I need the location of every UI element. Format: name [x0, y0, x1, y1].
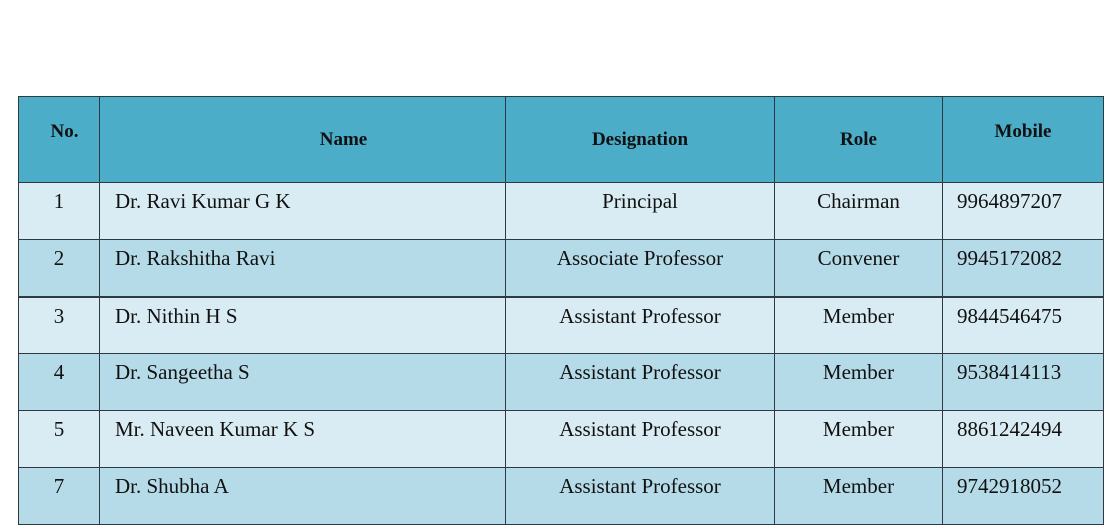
cell-mobile: 9742918052 [943, 468, 1104, 525]
cell-role: Member [775, 468, 943, 525]
cell-role: Member [775, 411, 943, 468]
cell-no: 7 [19, 468, 100, 525]
table-row [19, 240, 1104, 297]
cell-role: Member [775, 297, 943, 354]
cell-designation: Associate Professor [506, 240, 775, 297]
header-role: Role [775, 97, 943, 183]
cell-mobile: 8861242494 [943, 411, 1104, 468]
header-name: Name [100, 97, 506, 183]
header-mobile: Mobile [943, 97, 1104, 183]
cell-mobile: 9964897207 [943, 183, 1104, 240]
table-row [19, 411, 1104, 468]
cell-no: 3 [19, 297, 100, 354]
cell-designation: Assistant Professor [506, 297, 775, 354]
table-row [19, 468, 1104, 525]
table-header-row [19, 97, 1104, 183]
cell-name: Dr. Sangeetha S [100, 354, 506, 411]
cell-no: 5 [19, 411, 100, 468]
header-designation: Designation [506, 97, 775, 183]
cell-role: Chairman [775, 183, 943, 240]
table-row [19, 354, 1104, 411]
cell-no: 4 [19, 354, 100, 411]
cell-designation: Assistant Professor [506, 468, 775, 525]
table-row [19, 297, 1104, 354]
cell-name: Dr. Nithin H S [100, 297, 506, 354]
table-row [19, 183, 1104, 240]
cell-name: Dr. Rakshitha Ravi [100, 240, 506, 297]
committee-table [18, 96, 1104, 525]
cell-role: Convener [775, 240, 943, 297]
cell-name: Dr. Shubha A [100, 468, 506, 525]
cell-name: Mr. Naveen Kumar K S [100, 411, 506, 468]
cell-no: 1 [19, 183, 100, 240]
cell-no: 2 [19, 240, 100, 297]
cell-designation: Principal [506, 183, 775, 240]
cell-designation: Assistant Professor [506, 411, 775, 468]
cell-name: Dr. Ravi Kumar G K [100, 183, 506, 240]
cell-mobile: 9945172082 [943, 240, 1104, 297]
cell-mobile: 9844546475 [943, 297, 1104, 354]
header-no: No. [19, 97, 100, 183]
cell-mobile: 9538414113 [943, 354, 1104, 411]
cell-designation: Assistant Professor [506, 354, 775, 411]
cell-role: Member [775, 354, 943, 411]
